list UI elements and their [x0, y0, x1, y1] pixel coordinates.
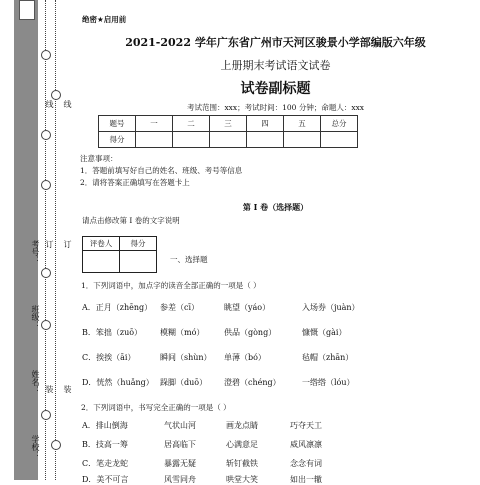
score-cell[interactable] [284, 132, 321, 148]
option-word: 威风凛凛 [290, 440, 322, 449]
option-word: 模糊（mó） [160, 328, 205, 337]
name-field[interactable]: 姓名： [31, 370, 40, 394]
question-stem: 2．下列词语中，书写完全正确的一项是（ ） [81, 403, 231, 412]
score-cell[interactable] [247, 132, 284, 148]
option-word: 一绺绺（lóu） [302, 378, 355, 387]
question-stem: 1．下列词语中，加点字的读音全部正确的一项是（ ） [81, 281, 261, 290]
option-word: 画龙点睛 [226, 421, 258, 430]
binding-line-label: 线 [45, 100, 54, 108]
score-header-cell: 三 [210, 116, 247, 132]
option-word: 暴露无疑 [164, 459, 196, 468]
option-word: 参差（cī） [160, 303, 200, 312]
score-cell[interactable] [321, 132, 358, 148]
option-text[interactable]: B．笨拙（zuō） [82, 328, 143, 337]
option-word: 念念有词 [290, 459, 322, 468]
score-table-header-row [99, 116, 358, 132]
option-word: 单薄（bó） [224, 353, 266, 362]
exam-info: 考试范围：xxx；考试时间：100 分钟；命题人：xxx [186, 103, 365, 112]
secret-label: 绝密★启用前 [82, 15, 127, 24]
option-word: 气状山河 [164, 421, 196, 430]
option-word: 毡帽（zhān） [302, 353, 354, 362]
score-header-cell: 题号 [99, 116, 136, 132]
grader-table [82, 236, 157, 273]
option-text[interactable]: D．恍然（huǎng） [82, 378, 154, 387]
seal-ring [51, 440, 61, 450]
option-word: 瞬间（shùn） [160, 353, 212, 362]
score-cell[interactable] [210, 132, 247, 148]
seal-ring [41, 410, 51, 420]
score-row-label: 得分 [99, 132, 136, 148]
seal-ring [41, 50, 51, 60]
grader-cell[interactable] [83, 251, 120, 273]
grader-score-label: 得分 [120, 237, 157, 251]
grader-score-cell[interactable] [120, 251, 157, 273]
option-word: 哄堂大笑 [226, 475, 258, 484]
binding-line-label: 装 [63, 385, 72, 393]
school-field[interactable]: 学校： [31, 435, 40, 459]
score-header-cell: 一 [136, 116, 173, 132]
seal-ring [41, 268, 51, 278]
option-word: 风雪同舟 [164, 475, 196, 484]
option-word: 心满意足 [226, 440, 258, 449]
option-word: 如出一辙 [290, 475, 322, 484]
binding-line-label: 订 [63, 240, 72, 248]
volume-description: 请点击修改第 I 卷的文字说明 [82, 216, 180, 225]
option-word: 居高临下 [164, 440, 196, 449]
binding-line-label: 装 [45, 385, 54, 393]
option-word: 斩钉截铁 [226, 459, 258, 468]
option-word: 跺脚（duō） [160, 378, 208, 387]
score-header-cell: 二 [173, 116, 210, 132]
option-word: 眺望（yáo） [224, 303, 271, 312]
volume-title: 第 I 卷（选择题） [242, 202, 309, 212]
option-text[interactable]: A．排山倒海 [82, 421, 128, 430]
exam-number-field[interactable]: 考号： [31, 240, 40, 264]
score-header-cell: 五 [284, 116, 321, 132]
grader-label: 评卷人 [83, 237, 120, 251]
option-word: 巧夺天工 [290, 421, 322, 430]
note-item: 2．请将答案正确填写在答题卡上 [80, 178, 190, 187]
page-title-line2: 上册期末考试语文试卷 [220, 59, 331, 72]
binding-strip [0, 0, 70, 480]
class-field[interactable]: 班级： [31, 305, 40, 329]
seal-ring [41, 180, 51, 190]
exam-paper [78, 0, 473, 484]
option-text[interactable]: C．挨挨（āi） [82, 353, 136, 362]
option-text[interactable]: C．笔走龙蛇 [82, 459, 129, 468]
option-text[interactable]: A．正月（zhēng） [82, 303, 153, 312]
option-word: 入场券（juàn） [302, 303, 360, 312]
option-text[interactable]: D．美不可言 [82, 475, 129, 484]
section-heading: 一、选择题 [170, 255, 208, 264]
score-cell[interactable] [136, 132, 173, 148]
dotted-cut-line-inner [55, 0, 56, 480]
score-header-cell: 总分 [321, 116, 358, 132]
score-header-cell: 四 [247, 116, 284, 132]
seal-ring [41, 320, 51, 330]
note-item: 1．答题前填写好自己的姓名、班级、考号等信息 [80, 166, 243, 175]
option-word: 慷慨（gài） [302, 328, 347, 337]
paper-subtitle: 试卷副标题 [240, 81, 311, 97]
option-text[interactable]: B．技高一筹 [82, 440, 128, 449]
seal-ring [41, 130, 51, 140]
notes-title: 注意事项： [80, 154, 118, 163]
seal-ring [51, 90, 61, 100]
option-word: 澄碧（chéng） [224, 378, 281, 387]
option-word: 供品（gòng） [224, 328, 277, 337]
binding-line-label: 订 [45, 240, 54, 248]
binding-line-label: 线 [63, 100, 72, 108]
score-table [98, 115, 358, 148]
score-cell[interactable] [173, 132, 210, 148]
page-title: 2021-2022 学年广东省广州市天河区骏景小学部编版六年级 [125, 36, 426, 49]
binding-slot [19, 0, 35, 20]
score-table-row [99, 132, 358, 148]
